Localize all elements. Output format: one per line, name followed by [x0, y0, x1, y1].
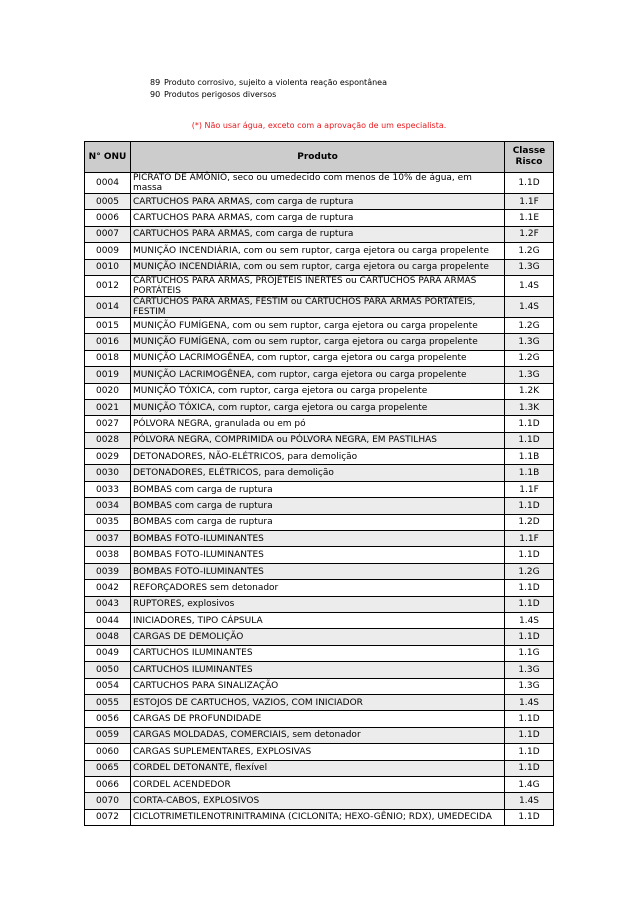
header-classe-line2: Risco — [515, 157, 543, 167]
cell-onu: 0027 — [85, 416, 131, 432]
cell-produto: REFORÇADORES sem detonador — [131, 580, 505, 596]
cell-classe: 1.1B — [505, 449, 554, 465]
table-row — [85, 678, 554, 694]
cell-produto: BOMBAS FOTO-ILUMINANTES — [131, 563, 505, 579]
table-row — [85, 367, 554, 383]
table-row — [85, 173, 554, 194]
cell-onu: 0021 — [85, 399, 131, 415]
cell-produto: MUNIÇÃO TÓXICA, com ruptor, carga ejetora ou carga propelente — [131, 399, 505, 415]
cell-onu: 0004 — [85, 173, 131, 194]
header-classe — [505, 142, 554, 173]
cell-onu: 0007 — [85, 226, 131, 242]
cell-produto: MUNIÇÃO INCENDIÁRIA, com ou sem ruptor, carga ejetora ou carga propelente — [131, 243, 505, 259]
table-row — [85, 596, 554, 612]
cell-classe: 1.3G — [505, 334, 554, 350]
cell-onu: 0018 — [85, 350, 131, 366]
cell-produto: MUNIÇÃO FUMÍGENA, com ou sem ruptor, carga ejetora ou carga propelente — [131, 334, 505, 350]
cell-onu: 0035 — [85, 514, 131, 530]
header-onu: N° ONU — [85, 142, 131, 173]
cell-onu: 0019 — [85, 367, 131, 383]
table-row — [85, 662, 554, 678]
cell-produto: ESTOJOS DE CARTUCHOS, VAZIOS, COM INICIADOR — [131, 694, 505, 710]
cell-classe: 1.2G — [505, 563, 554, 579]
header-classe-line1: Classe — [512, 146, 546, 156]
cell-classe: 1.1D — [505, 596, 554, 612]
cell-onu: 0028 — [85, 432, 131, 448]
cell-produto: MUNIÇÃO LACRIMOGÊNEA, com ruptor, carga ejetora ou carga propelente — [131, 367, 505, 383]
cell-onu: 0070 — [85, 793, 131, 809]
cell-produto: MUNIÇÃO FUMÍGENA, com ou sem ruptor, carga ejetora ou carga propelente — [131, 317, 505, 333]
cell-classe: 1.3G — [505, 678, 554, 694]
cell-produto: CARTUCHOS PARA ARMAS, FESTIM ou CARTUCHOS PARA ARMAS PORTÁTEIS, FESTIM — [131, 296, 505, 317]
table-row — [85, 383, 554, 399]
table-row — [85, 259, 554, 275]
table-row — [85, 210, 554, 226]
note-text: Produto corrosivo, sujeito a violenta reação espontânea — [164, 78, 387, 87]
cell-onu: 0054 — [85, 678, 131, 694]
cell-produto: PICRATO DE AMÔNIO, seco ou umedecido com menos de 10% de água, em massa — [131, 173, 505, 194]
cell-classe: 1.1D — [505, 432, 554, 448]
cell-onu: 0072 — [85, 809, 131, 825]
cell-produto: CARTUCHOS PARA ARMAS, com carga de ruptura — [131, 226, 505, 242]
cell-classe: 1.1D — [505, 760, 554, 776]
cell-onu: 0029 — [85, 449, 131, 465]
cell-produto: CORDEL DETONANTE, flexível — [131, 760, 505, 776]
cell-classe: 1.3K — [505, 399, 554, 415]
table-row — [85, 334, 554, 350]
table-row — [85, 744, 554, 760]
cell-classe: 1.2K — [505, 383, 554, 399]
cell-produto: CARTUCHOS ILUMINANTES — [131, 662, 505, 678]
cell-classe: 1.3G — [505, 662, 554, 678]
cell-produto: CARTUCHOS ILUMINANTES — [131, 645, 505, 661]
cell-onu: 0009 — [85, 243, 131, 259]
cell-onu: 0066 — [85, 776, 131, 792]
notes-list — [150, 77, 387, 100]
cell-produto: BOMBAS com carga de ruptura — [131, 498, 505, 514]
cell-produto: BOMBAS com carga de ruptura — [131, 514, 505, 530]
cell-classe: 1.1E — [505, 210, 554, 226]
table-row — [85, 350, 554, 366]
table-row — [85, 481, 554, 497]
cell-produto: CORTA-CABOS, EXPLOSIVOS — [131, 793, 505, 809]
table-row — [85, 399, 554, 415]
table-row — [85, 645, 554, 661]
cell-onu: 0065 — [85, 760, 131, 776]
cell-classe: 1.1D — [505, 498, 554, 514]
table-row — [85, 498, 554, 514]
table-header-row — [85, 142, 554, 173]
footnote: (*) Não usar água, exceto com a aprovação de um especialista. — [191, 121, 447, 130]
table-row — [85, 547, 554, 563]
table-row — [85, 317, 554, 333]
table-row — [85, 727, 554, 743]
un-products-table — [84, 141, 554, 826]
table-row — [85, 416, 554, 432]
cell-produto: MUNIÇÃO LACRIMOGÊNEA, com ruptor, carga ejetora ou carga propelente — [131, 350, 505, 366]
cell-produto: RUPTORES, explosivos — [131, 596, 505, 612]
note-item — [150, 77, 387, 89]
cell-onu: 0016 — [85, 334, 131, 350]
table-row — [85, 194, 554, 210]
cell-produto: BOMBAS FOTO-ILUMINANTES — [131, 547, 505, 563]
cell-onu: 0060 — [85, 744, 131, 760]
cell-classe: 1.2G — [505, 350, 554, 366]
cell-classe: 1.1D — [505, 629, 554, 645]
cell-classe: 1.1G — [505, 645, 554, 661]
cell-produto: PÓLVORA NEGRA, granulada ou em pó — [131, 416, 505, 432]
table-row — [85, 580, 554, 596]
cell-onu: 0050 — [85, 662, 131, 678]
cell-produto: DETONADORES, ELÉTRICOS, para demolição — [131, 465, 505, 481]
cell-onu: 0020 — [85, 383, 131, 399]
table-row — [85, 243, 554, 259]
table-row — [85, 612, 554, 628]
cell-onu: 0037 — [85, 531, 131, 547]
cell-onu: 0038 — [85, 547, 131, 563]
cell-produto: CARGAS DE DEMOLIÇÃO — [131, 629, 505, 645]
cell-classe: 1.4S — [505, 793, 554, 809]
cell-onu: 0030 — [85, 465, 131, 481]
cell-classe: 1.4S — [505, 296, 554, 317]
cell-onu: 0033 — [85, 481, 131, 497]
cell-onu: 0015 — [85, 317, 131, 333]
table-row — [85, 275, 554, 296]
table-row — [85, 793, 554, 809]
cell-produto: BOMBAS FOTO-ILUMINANTES — [131, 531, 505, 547]
cell-classe: 1.1D — [505, 547, 554, 563]
cell-classe: 1.1D — [505, 416, 554, 432]
cell-classe: 1.1D — [505, 580, 554, 596]
cell-classe: 1.2G — [505, 317, 554, 333]
cell-classe: 1.1F — [505, 531, 554, 547]
cell-classe: 1.4S — [505, 612, 554, 628]
cell-produto: CORDEL ACENDEDOR — [131, 776, 505, 792]
cell-classe: 1.1D — [505, 711, 554, 727]
note-item — [150, 89, 387, 101]
cell-onu: 0034 — [85, 498, 131, 514]
cell-classe: 1.3G — [505, 259, 554, 275]
cell-classe: 1.1F — [505, 194, 554, 210]
table-row — [85, 296, 554, 317]
table-row — [85, 694, 554, 710]
cell-classe: 1.4S — [505, 275, 554, 296]
cell-onu: 0059 — [85, 727, 131, 743]
cell-onu: 0042 — [85, 580, 131, 596]
cell-onu: 0014 — [85, 296, 131, 317]
cell-produto: BOMBAS com carga de ruptura — [131, 481, 505, 497]
table-row — [85, 711, 554, 727]
cell-classe: 1.4G — [505, 776, 554, 792]
cell-classe: 1.1F — [505, 481, 554, 497]
cell-onu: 0006 — [85, 210, 131, 226]
table-row — [85, 760, 554, 776]
header-produto: Produto — [131, 142, 505, 173]
table-row — [85, 465, 554, 481]
table-row — [85, 776, 554, 792]
cell-produto: MUNIÇÃO TÓXICA, com ruptor, carga ejetora ou carga propelente — [131, 383, 505, 399]
table-row — [85, 226, 554, 242]
cell-produto: INICIADORES, TIPO CÁPSULA — [131, 612, 505, 628]
cell-produto: CARTUCHOS PARA ARMAS, com carga de ruptura — [131, 210, 505, 226]
cell-classe: 1.2G — [505, 243, 554, 259]
cell-classe: 1.1D — [505, 727, 554, 743]
table-row — [85, 629, 554, 645]
cell-produto: DETONADORES, NÃO-ELÉTRICOS, para demolição — [131, 449, 505, 465]
table-row — [85, 563, 554, 579]
cell-produto: CARTUCHOS PARA SINALIZAÇÃO — [131, 678, 505, 694]
cell-onu: 0005 — [85, 194, 131, 210]
cell-produto: CARTUCHOS PARA ARMAS, PROJÉTEIS INERTES ou CARTUCHOS PARA ARMAS PORTÁTEIS — [131, 275, 505, 296]
cell-onu: 0049 — [85, 645, 131, 661]
cell-classe: 1.1D — [505, 744, 554, 760]
cell-onu: 0043 — [85, 596, 131, 612]
cell-produto: MUNIÇÃO INCENDIÁRIA, com ou sem ruptor, carga ejetora ou carga propelente — [131, 259, 505, 275]
table-row — [85, 449, 554, 465]
cell-produto: PÓLVORA NEGRA, COMPRIMIDA ou PÓLVORA NEGRA, EM PASTILHAS — [131, 432, 505, 448]
cell-produto: CARGAS MOLDADAS, COMERCIAIS, sem detonador — [131, 727, 505, 743]
cell-produto: CARGAS SUPLEMENTARES, EXPLOSIVAS — [131, 744, 505, 760]
cell-produto: CARTUCHOS PARA ARMAS, com carga de ruptura — [131, 194, 505, 210]
cell-classe: 1.2F — [505, 226, 554, 242]
note-text: Produtos perigosos diversos — [164, 89, 277, 99]
cell-classe: 1.3G — [505, 367, 554, 383]
cell-onu: 0010 — [85, 259, 131, 275]
cell-classe: 1.4S — [505, 694, 554, 710]
cell-classe: 1.1B — [505, 465, 554, 481]
cell-classe: 1.2D — [505, 514, 554, 530]
cell-produto: CICLOTRIMETILENOTRINITRAMINA (CICLONITA; HEXO-GÊNIO; RDX), UMEDECIDA — [131, 809, 505, 825]
table-body — [85, 173, 554, 826]
table-row — [85, 809, 554, 825]
cell-onu: 0048 — [85, 629, 131, 645]
table-row — [85, 531, 554, 547]
cell-produto: CARGAS DE PROFUNDIDADE — [131, 711, 505, 727]
cell-onu: 0012 — [85, 275, 131, 296]
cell-onu: 0056 — [85, 711, 131, 727]
cell-onu: 0044 — [85, 612, 131, 628]
table-row — [85, 432, 554, 448]
table-row — [85, 514, 554, 530]
cell-classe: 1.1D — [505, 173, 554, 194]
note-code: 90 — [150, 89, 161, 99]
note-code: 89 — [150, 78, 161, 87]
cell-classe: 1.1D — [505, 809, 554, 825]
cell-onu: 0039 — [85, 563, 131, 579]
cell-onu: 0055 — [85, 694, 131, 710]
